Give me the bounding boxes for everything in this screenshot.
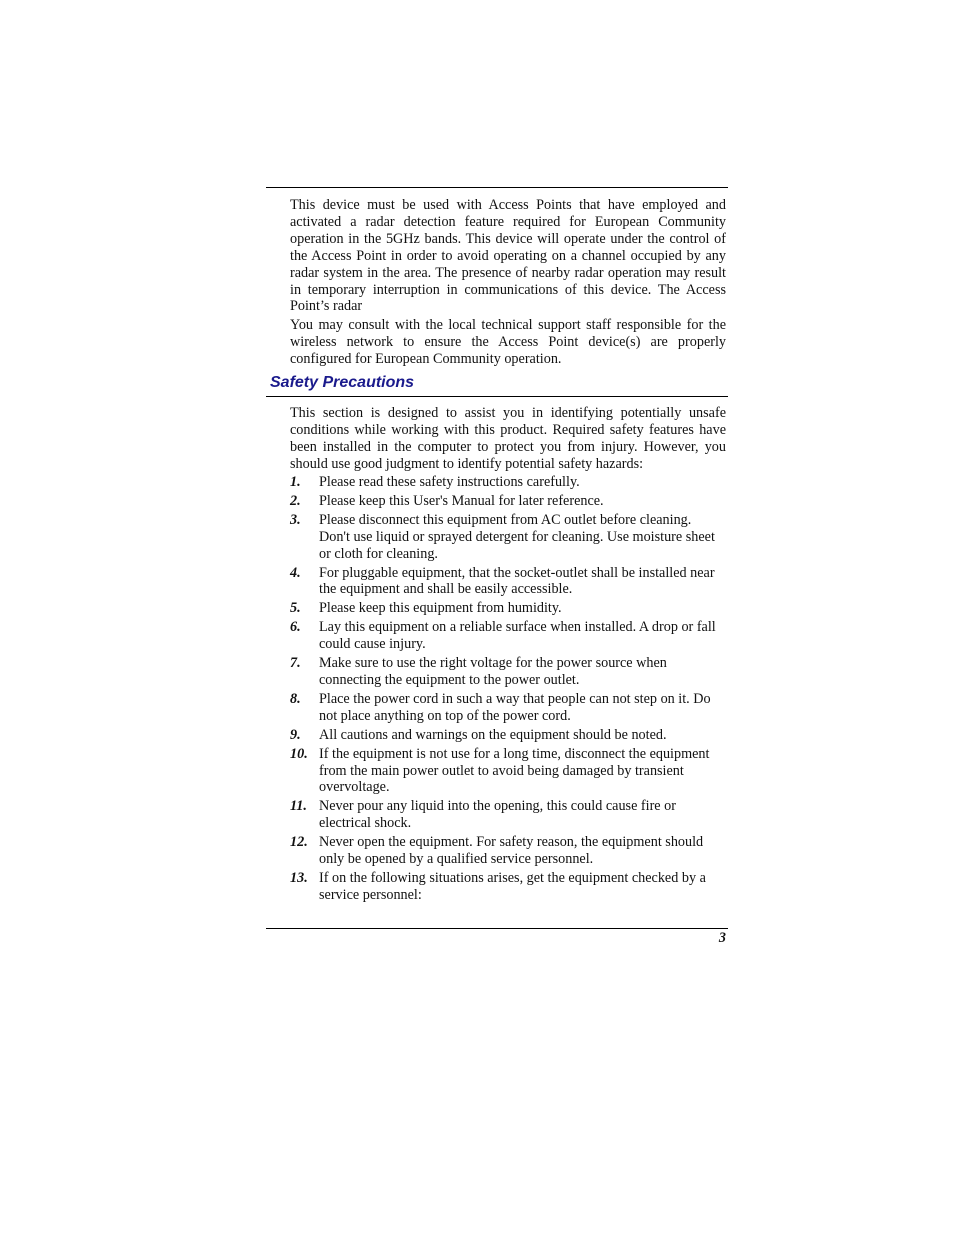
item-text: Please disconnect this equipment from AC outlet before cleaning. Don't use liquid or sprayed detergent for cleaning. Use moisture sheet or cloth for cleaning. [319,511,715,562]
list-item [290,474,726,491]
radar-paragraph [290,197,726,315]
list-item [290,727,726,744]
list-item [290,655,726,689]
item-number: 4. [290,564,301,581]
item-number: 5. [290,600,301,617]
item-text: Make sure to use the right voltage for the power source when connecting the equipment to the power outlet. [319,655,667,688]
item-number: 13. [290,869,308,886]
section-heading: Safety Precautions [270,374,415,391]
list-item [290,600,726,617]
item-text: Lay this equipment on a reliable surface when installed. A drop or fall could cause injury. [319,619,716,653]
list-item [290,870,726,904]
item-text: Please read these safety instructions carefully. [319,474,580,490]
item-number: 12. [290,834,308,851]
item-text: For pluggable equipment, that the socket-outlet shall be installed near the equipment and shall be easily accessible. [319,564,715,598]
item-text: Please keep this equipment from humidity. [319,600,562,617]
consult-paragraph [290,317,726,368]
item-number: 7. [290,655,301,672]
paragraph-text: This device must be used with Access Points that have employed and activated a radar detection feature required for European Community operation in the 5GHz bands. This device will operate under the control of the Access Point in order to avoid operating on a channel occupied by any radar system in the area. The presence of nearby radar operation may result in temporary interruption in communications of this device. The Access Point’s radar [290,197,726,315]
item-number: 3. [290,511,301,528]
list-item [290,834,726,868]
safety-list [290,474,726,906]
footer-rule [266,928,728,929]
item-text: If the equipment is not use for a long time, disconnect the equipment from the main power outlet to avoid being damaged by transient overvoltage. [319,745,710,796]
list-item [290,565,726,599]
item-text: Place the power cord in such a way that people can not step on it. Do not place anything on top of the power cord. [319,690,711,724]
paragraph-text: You may consult with the local technical support staff responsible for the wireless network to ensure the Access Point device(s) are properly configured for European Community operation. [290,317,726,367]
item-text: Please keep this User's Manual for later reference. [319,492,604,509]
item-number: 2. [290,492,301,509]
list-item [290,493,726,510]
section-rule [266,396,728,397]
item-number: 11. [290,798,307,815]
page-number: 3 [718,930,726,946]
safety-intro [290,405,726,473]
paragraph-text: This section is designed to assist you in identifying potentially unsafe conditions while working with this product. Required safety features have been installed in the computer to protect you from injury. However, you should use good judgment to identify potential safety hazards: [290,405,726,472]
item-number: 6. [290,619,301,636]
list-item [290,512,726,563]
item-number: 1. [290,474,301,490]
item-text: Never pour any liquid into the opening, this could cause fire or electrical shock. [319,798,676,832]
item-number: 8. [290,690,301,707]
list-item [290,798,726,832]
list-item [290,746,726,797]
list-item [290,619,726,653]
item-text: Never open the equipment. For safety reason, the equipment should only be opened by a qualified service personnel. [319,834,704,868]
header-rule [266,187,728,188]
item-text: If on the following situations arises, get the equipment checked by a service personnel: [319,869,706,903]
list-item [290,691,726,725]
item-text: All cautions and warnings on the equipment should be noted. [319,726,667,743]
item-number: 10. [290,745,308,762]
item-number: 9. [290,726,301,743]
